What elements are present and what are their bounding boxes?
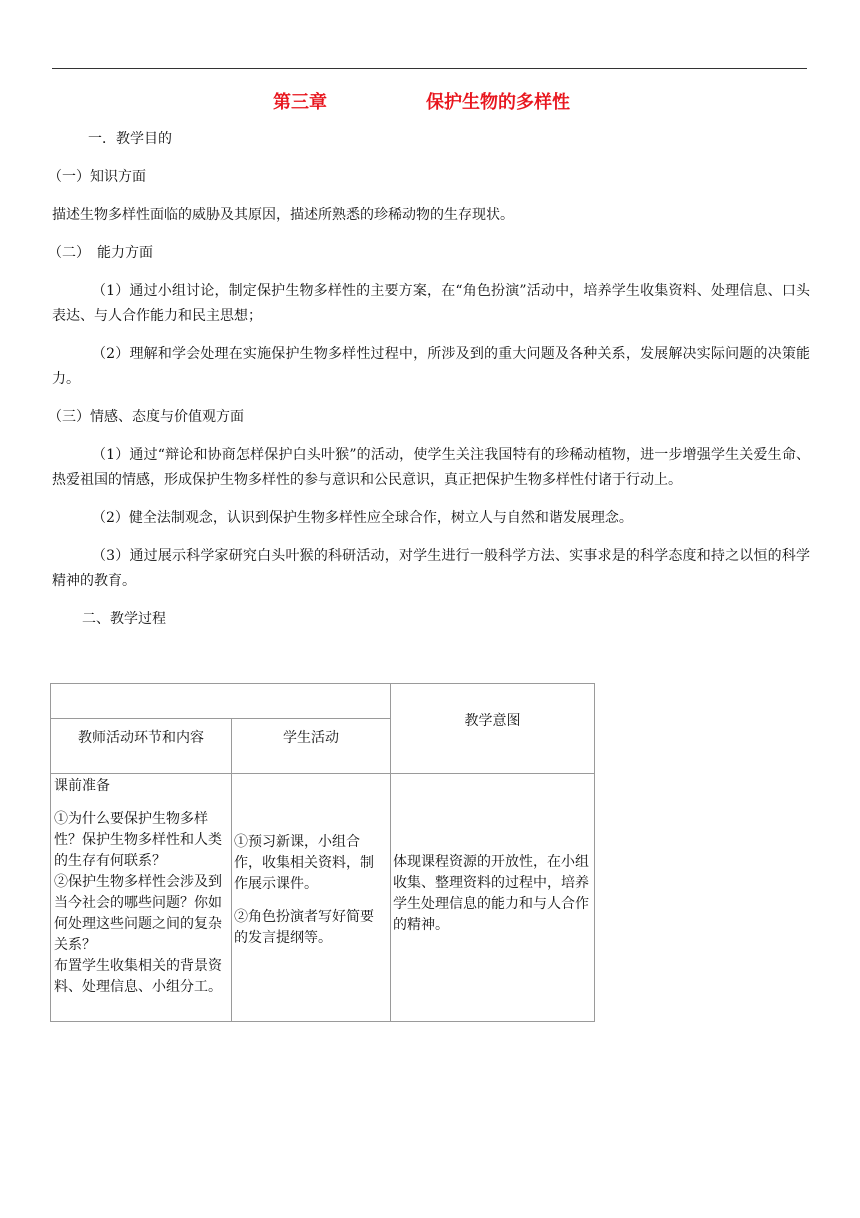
teaching-process-table xyxy=(50,683,595,1022)
student-activity-1: ①预习新课，小组合作，收集相关资料，制作展示课件。 xyxy=(234,834,374,892)
emotion-item-2: （2）健全法制观念，认识到保护生物多样性应全球合作，树立人与自然和谐发展理念。 xyxy=(92,510,633,526)
emotion-item-3: （3）通过展示科学家研究白头叶猴的科研活动，对学生进行一般科学方法、实事求是的科学态度和持之以恒的科学精神的教育。 xyxy=(52,548,810,589)
ability-item-1: （1）通过小组讨论，制定保护生物多样性的主要方案，在“角色扮演”活动中，培养学生收集资料、处理信息、口头表达、与人合作能力和民主思想； xyxy=(52,283,810,324)
chapter-title: 保护生物的多样性 xyxy=(426,92,570,113)
student-column-header: 学生活动 xyxy=(232,719,391,774)
knowledge-text: 描述生物多样性面临的威胁及其原因，描述所熟悉的珍稀动物的生存现状。 xyxy=(52,207,514,223)
emotion-heading: （三）情感、态度与价值观方面 xyxy=(48,409,244,425)
intent-cell: 体现课程资源的开放性，在小组收集、整理资料的过程中，培养学生处理信息的能力和与人合作的精神。 xyxy=(391,774,595,1022)
ability-item-2: （2）理解和学会处理在实施保护生物多样性过程中，所涉及到的重大问题及各种关系，发展解决实际问题的决策能力。 xyxy=(52,346,810,387)
objectives-heading: 一．教学目的 xyxy=(88,131,172,147)
student-activity-cell xyxy=(232,774,391,1022)
student-activity-2: ②角色扮演者写好简要的发言提纲等。 xyxy=(234,909,374,946)
header-rule xyxy=(52,68,807,69)
table-row xyxy=(51,774,595,1022)
teacher-task: 布置学生收集相关的背景资料、处理信息、小组分工。 xyxy=(54,958,222,995)
knowledge-heading: （一）知识方面 xyxy=(48,169,146,185)
chapter-label: 第三章 xyxy=(273,92,327,113)
intent-column-header: 教学意图 xyxy=(391,684,595,774)
teacher-column-header: 教师活动环节和内容 xyxy=(51,719,232,774)
teacher-question-2: ②保护生物多样性会涉及到当今社会的哪些问题？你如何处理这些问题之间的复杂关系？ xyxy=(54,874,222,953)
teacher-activity-cell xyxy=(51,774,232,1022)
ability-heading: （二） 能力方面 xyxy=(48,245,153,261)
table-merged-header xyxy=(51,684,391,719)
teacher-title: 课前准备 xyxy=(54,778,110,794)
emotion-item-1: （1）通过“辩论和协商怎样保护白头叶猴”的活动，使学生关注我国特有的珍稀动植物，进一步增强学生关爱生命、热爱祖国的情感，形成保护生物多样性的参与意识和公民意识，真正把保护生物多样性付诸于行动上。 xyxy=(52,447,810,488)
process-heading: 二、教学过程 xyxy=(82,611,166,627)
teacher-question-1: ①为什么要保护生物多样性？保护生物多样性和人类的生存有何联系？ xyxy=(54,811,222,869)
